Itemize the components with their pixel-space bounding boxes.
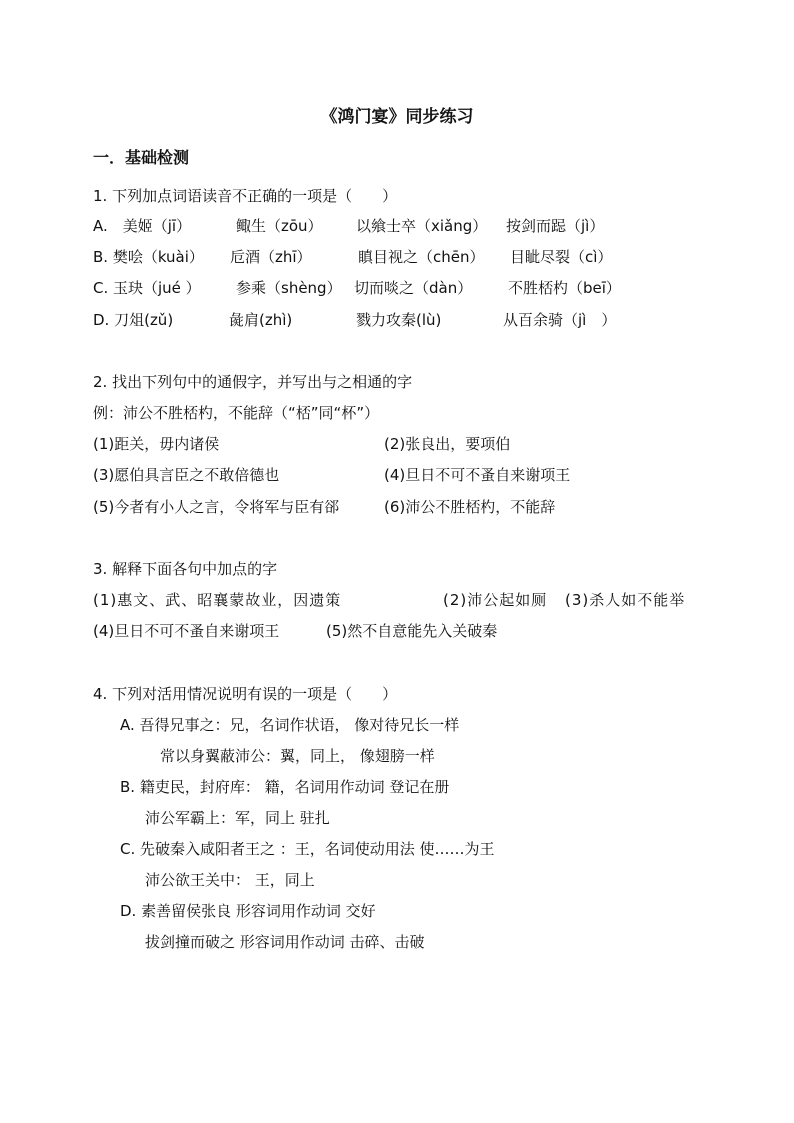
q1-d-4: 从百余骑（jì ） — [503, 311, 617, 329]
q3-stem: 3. 解释下面各句中加点的字 — [93, 560, 278, 578]
q1-a-4: 按剑而跽（jì） — [506, 217, 605, 235]
q1-a-1: A. 美姬（jī） — [93, 217, 192, 235]
q3-item-2: (2)沛公起如厕 — [443, 591, 548, 609]
q1-b-1: B. 樊哙（kuài） — [93, 248, 204, 266]
page-title: 《鸿门宴》同步练习 — [320, 107, 474, 127]
q1-b-3: 瞋目视之（chēn） — [358, 248, 485, 266]
q3-item-1: (1)惠文、武、昭襄蒙故业，因遗策 — [93, 591, 342, 609]
q2-stem: 2. 找出下列句中的通假字，并写出与之相通的字 — [93, 373, 413, 391]
q2-example: 例：沛公不胜桮杓，不能辞（“桮”同“杯”） — [93, 404, 380, 422]
q1-d-3: 戮力攻秦(lù) — [356, 311, 442, 329]
q4-stem: 4. 下列对活用情况说明有误的一项是（ ） — [93, 685, 398, 703]
q1-c-3: 切而啖之（dàn） — [354, 279, 473, 297]
q2-item-2: (2)张良出，要项伯 — [384, 435, 511, 453]
q2-item-1: (1)距关，毋内诸侯 — [93, 435, 220, 453]
q1-c-2: 参乘（shèng） — [236, 279, 342, 297]
q1-b-2: 卮酒（zhī） — [230, 248, 312, 266]
q3-item-4: (4)旦日不可不蚤自来谢项王 — [93, 622, 280, 640]
q4-line-b2: 沛公军霸上：军，同上 驻扎 — [145, 809, 330, 827]
q1-d-2: 彘肩(zhì) — [229, 311, 293, 329]
q2-item-4: (4)旦日不可不蚤自来谢项王 — [384, 466, 571, 484]
q4-line-b1: B. 籍吏民，封府库： 籍，名词用作动词 登记在册 — [120, 778, 450, 796]
q4-line-a1: A. 吾得兄事之：兄，名词作状语， 像对待兄长一样 — [120, 716, 460, 734]
q1-d-1: D. 刀俎(zǔ) — [93, 311, 174, 329]
q1-c-1: C. 玉玦（jué ） — [93, 279, 201, 297]
q1-c-4: 不胜桮杓（beī） — [508, 279, 621, 297]
q1-stem: 1. 下列加点词语读音不正确的一项是（ ） — [93, 187, 398, 205]
section-heading: 一．基础检测 — [93, 148, 190, 167]
q3-item-3: (3)杀人如不能举 — [565, 591, 686, 609]
q3-item-5: (5)然不自意能先入关破秦 — [326, 622, 498, 640]
q1-a-2: 鲰生（zōu） — [236, 217, 323, 235]
q4-line-d1: D. 素善留侯张良 形容词用作动词 交好 — [120, 902, 376, 920]
q4-line-c2: 沛公欲王关中： 王，同上 — [145, 871, 315, 889]
q1-b-4: 目眦尽裂（cì） — [510, 248, 613, 266]
q2-item-5: (5)今者有小人之言，令将军与臣有郤 — [93, 498, 340, 516]
q4-line-a2: 常以身翼蔽沛公：翼，同上， 像翅膀一样 — [160, 747, 435, 765]
q2-item-3: (3)愿伯具言臣之不敢倍德也 — [93, 466, 280, 484]
q2-item-6: (6)沛公不胜桮杓，不能辞 — [384, 498, 556, 516]
q1-a-3: 以飨士卒（xiǎng） — [356, 217, 488, 235]
q4-line-c1: C. 先破秦入咸阳者王之 ：王，名词使动用法 使……为王 — [120, 840, 495, 858]
q4-line-d2: 拔剑撞而破之 形容词用作动词 击碎、击破 — [145, 933, 425, 951]
